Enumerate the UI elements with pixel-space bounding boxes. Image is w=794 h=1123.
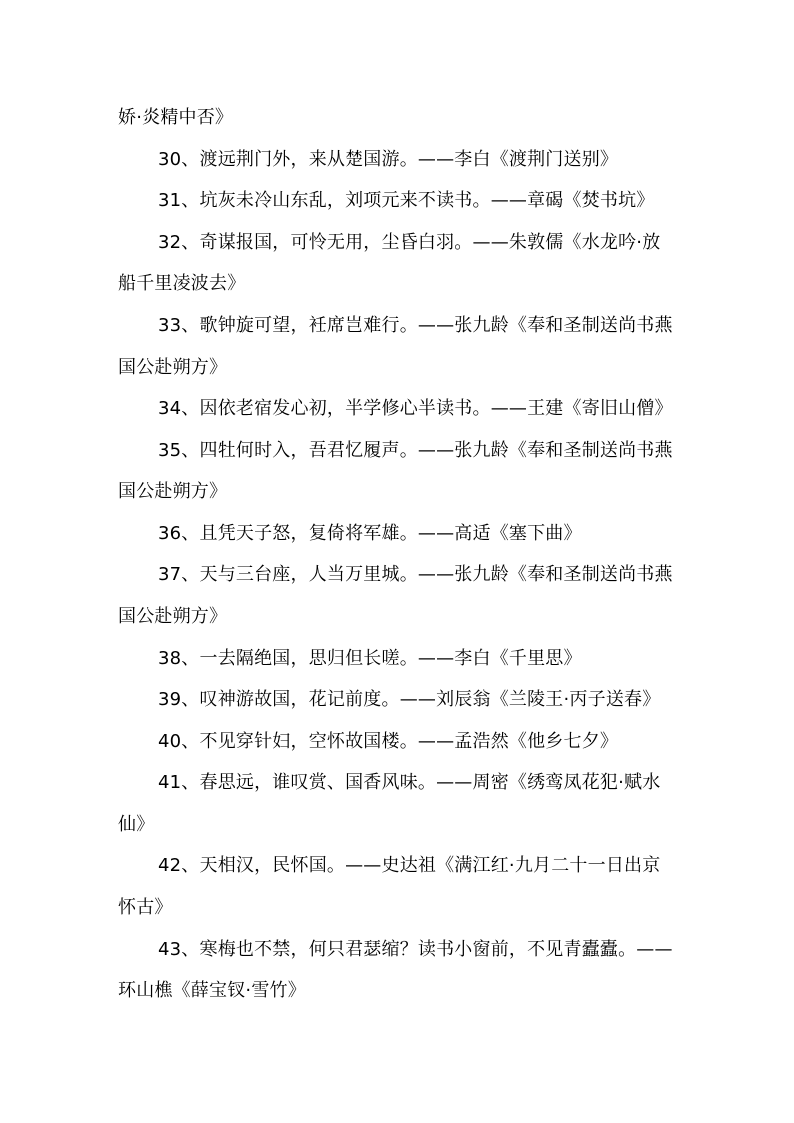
text-line: 32、奇谋报国，可怜无用，尘昏白羽。——朱敦儒《水龙吟·放 [158, 232, 661, 253]
text-line: 国公赴朔方》 [118, 606, 228, 627]
text-line: 国公赴朔方》 [118, 357, 228, 378]
text-line: 31、坑灰未冷山东乱，刘项元来不读书。——章碣《焚书坑》 [158, 190, 655, 211]
text-line: 39、叹神游故国，花记前度。——刘辰翁《兰陵王·丙子送春》 [158, 689, 661, 710]
text-line: 43、寒梅也不禁，何只君瑟缩？读书小窗前，不见青蠹蠹。—— [158, 939, 673, 960]
text-line: 37、天与三台座，人当万里城。——张九龄《奉和圣制送尚书燕 [158, 564, 673, 585]
text-line: 环山樵《薛宝钗·雪竹》 [118, 980, 306, 1001]
text-line: 33、歌钟旋可望，衽席岂难行。——张九龄《奉和圣制送尚书燕 [158, 315, 673, 336]
text-line: 35、四牡何时入，吾君忆履声。——张九龄《奉和圣制送尚书燕 [158, 440, 673, 461]
text-line: 38、一去隔绝国，思归但长嗟。——李白《千里思》 [158, 648, 582, 669]
text-line: 42、天相汉，民怀国。——史达祖《满江红·九月二十一日出京 [158, 855, 661, 876]
text-line: 国公赴朔方》 [118, 481, 228, 502]
text-line: 41、春思远，谁叹赏、国香风味。——周密《绣鸾凤花犯·赋水 [158, 772, 661, 793]
text-line: 船千里凌波去》 [118, 273, 246, 294]
text-line: 34、因依老宿发心初，半学修心半读书。——王建《寄旧山僧》 [158, 398, 673, 419]
text-line: 40、不见穿针妇，空怀故国楼。——孟浩然《他乡七夕》 [158, 731, 619, 752]
text-line: 仙》 [118, 814, 155, 835]
text-line: 娇·炎精中否》 [118, 107, 234, 128]
text-line: 30、渡远荆门外，来从楚国游。——李白《渡荆门送别》 [158, 149, 619, 170]
text-line: 36、且凭天子怒，复倚将军雄。——高适《塞下曲》 [158, 523, 582, 544]
text-line: 怀古》 [118, 897, 173, 918]
